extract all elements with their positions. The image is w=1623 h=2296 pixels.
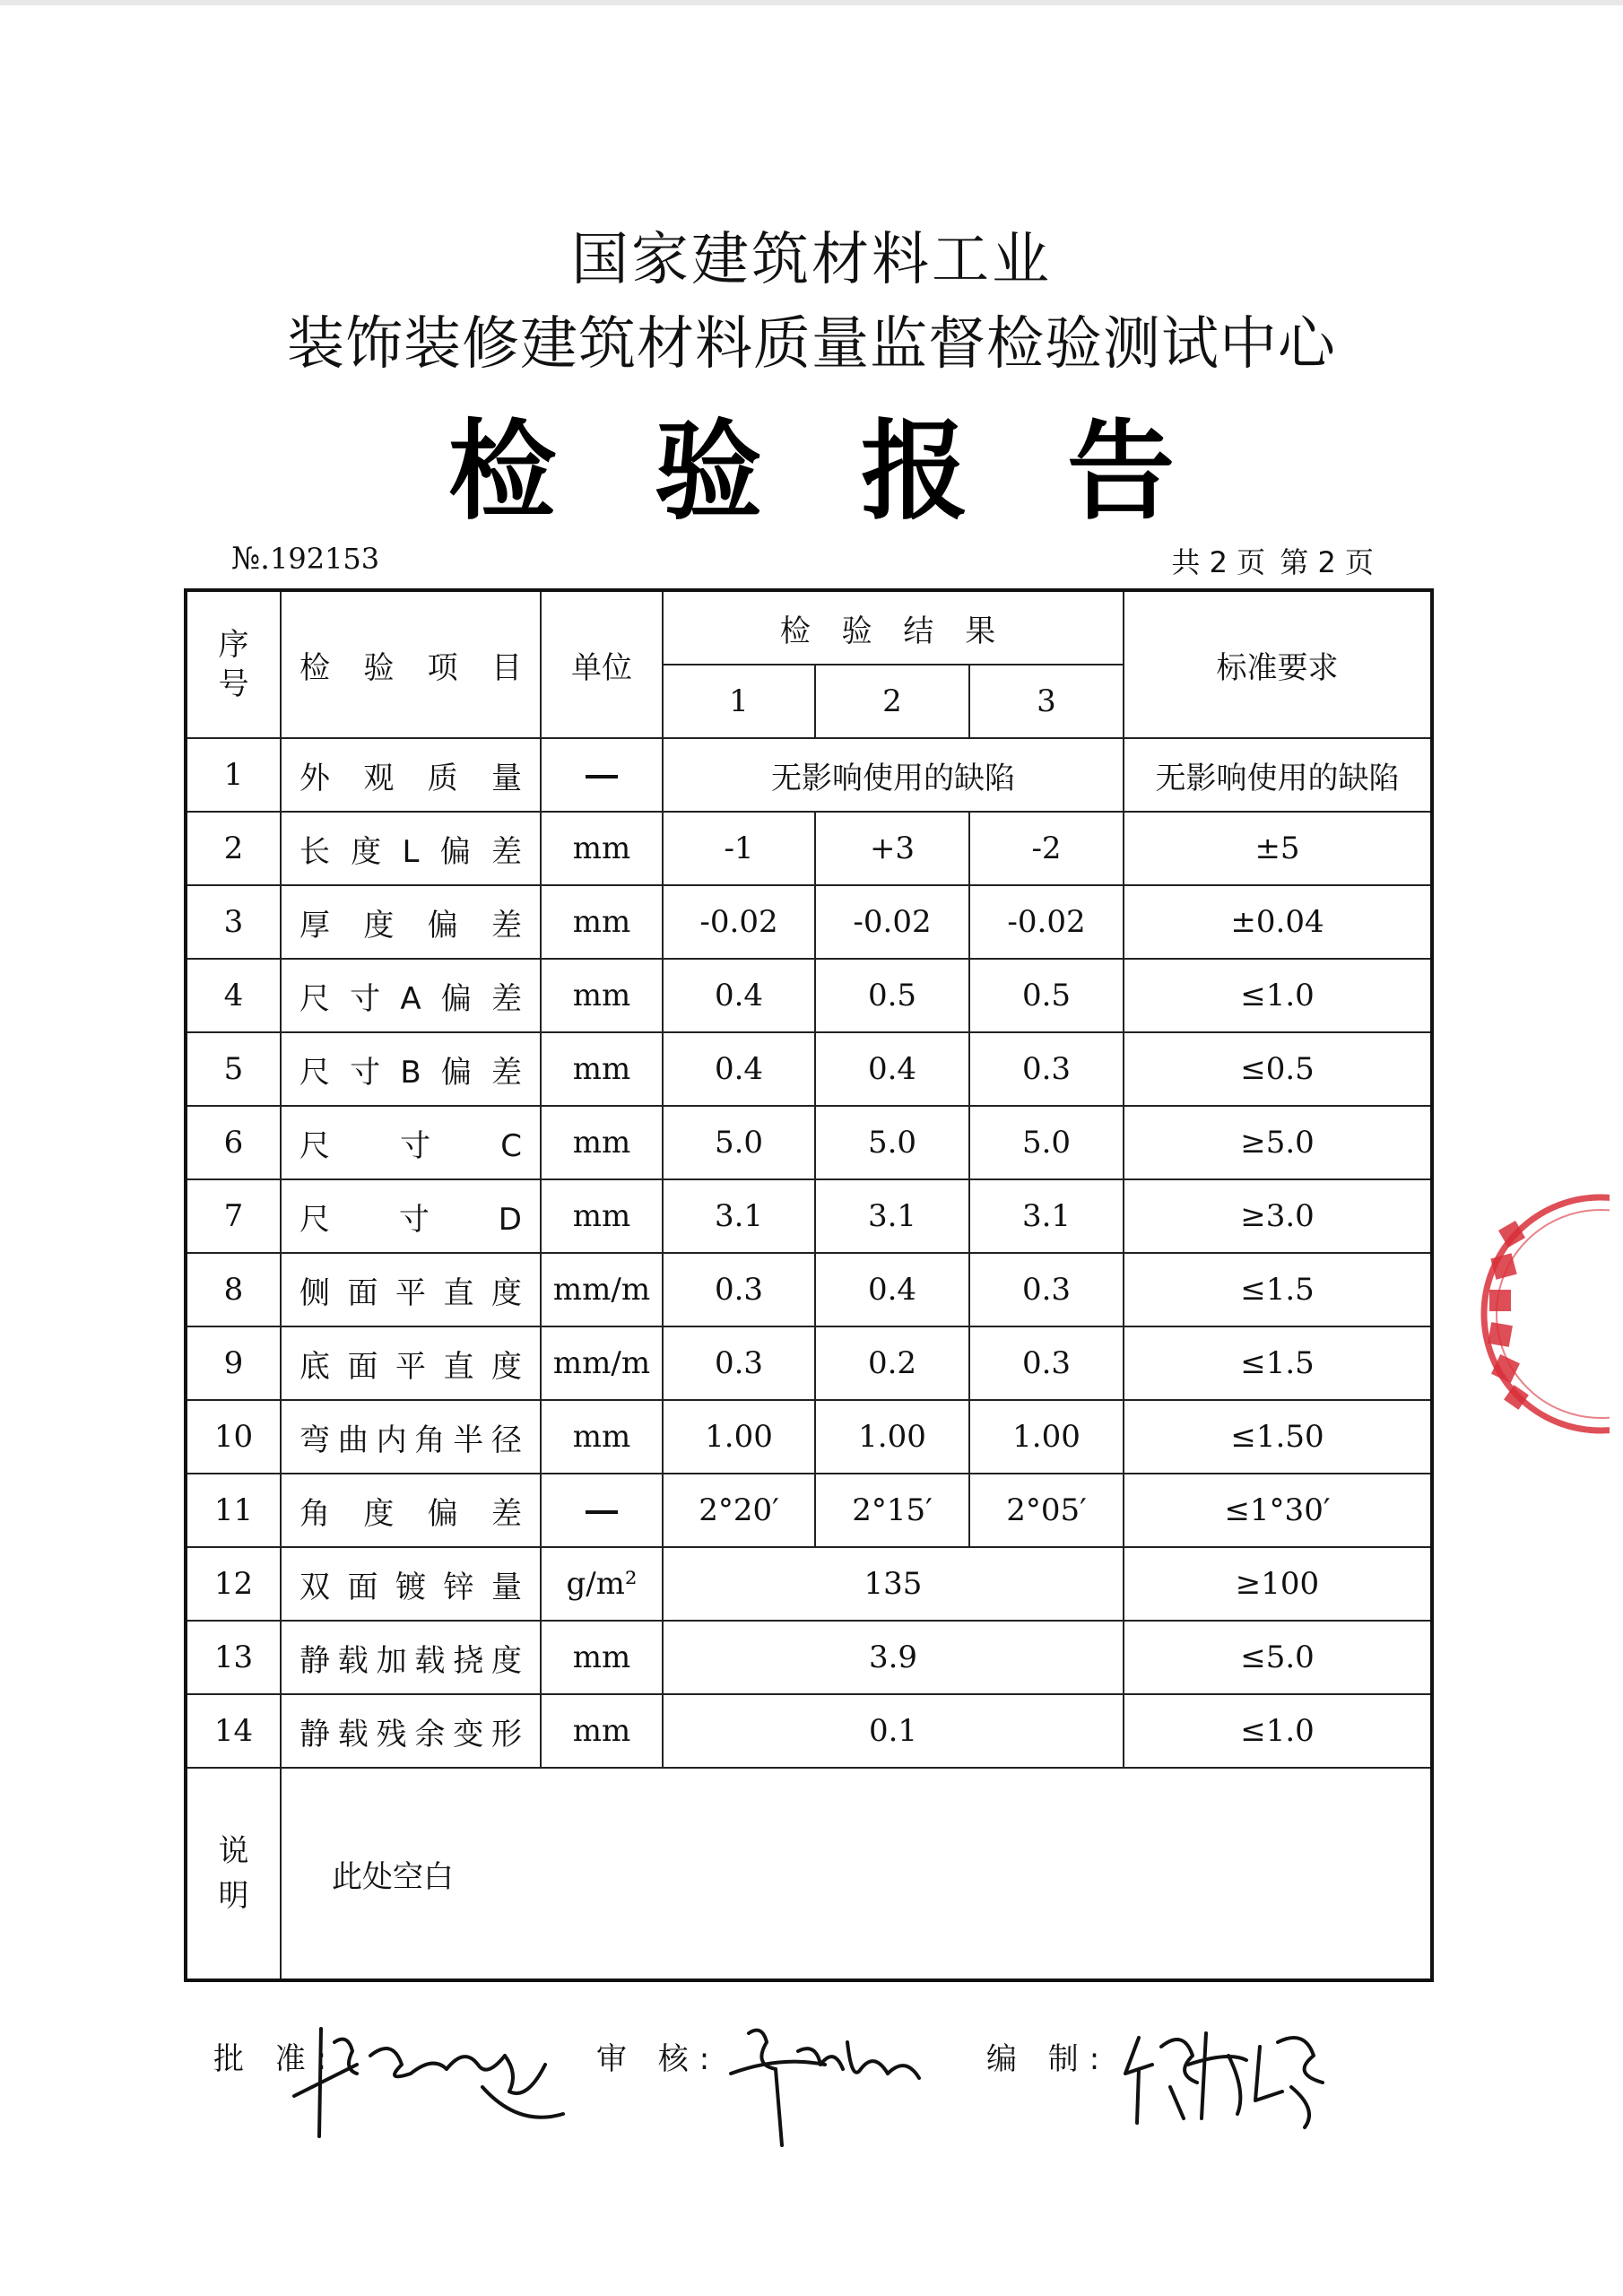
row-item: 尺寸C bbox=[281, 1106, 541, 1179]
row-item: 静载残余变形 bbox=[281, 1694, 541, 1768]
row-unit: mm/m bbox=[541, 1326, 663, 1400]
table-row bbox=[186, 738, 1432, 812]
row-result-2: 1.00 bbox=[815, 1400, 969, 1474]
row-standard: 无影响使用的缺陷 bbox=[1124, 738, 1432, 812]
row-result-3: 2°05′ bbox=[969, 1474, 1124, 1547]
row-unit: mm bbox=[541, 1032, 663, 1106]
row-result-2: +3 bbox=[815, 812, 969, 885]
notes-text: 此处空白 bbox=[281, 1768, 1432, 1980]
row-seq: 11 bbox=[186, 1474, 281, 1547]
report-number-value: 192153 bbox=[269, 542, 380, 576]
row-unit: mm bbox=[541, 959, 663, 1032]
row-result-1: 0.4 bbox=[663, 1032, 815, 1106]
row-result-3: 5.0 bbox=[969, 1106, 1124, 1179]
row-seq: 10 bbox=[186, 1400, 281, 1474]
row-result-1: 0.4 bbox=[663, 959, 815, 1032]
page-info bbox=[1166, 540, 1374, 581]
row-result-3: 0.3 bbox=[969, 1253, 1124, 1326]
table-row bbox=[186, 1106, 1432, 1179]
row-seq: 8 bbox=[186, 1253, 281, 1326]
row-result-3: 0.3 bbox=[969, 1032, 1124, 1106]
review-signature bbox=[726, 2002, 933, 2154]
row-item: 底面平直度 bbox=[281, 1326, 541, 1400]
approve-label: 批 准: bbox=[213, 2041, 338, 2077]
row-seq: 2 bbox=[186, 812, 281, 885]
row-unit: mm bbox=[541, 1621, 663, 1694]
row-standard: ≥100 bbox=[1124, 1547, 1432, 1621]
row-result-2: 5.0 bbox=[815, 1106, 969, 1179]
header-seq: 序 号 bbox=[186, 590, 281, 738]
dash-mark bbox=[586, 1510, 618, 1514]
row-standard: ≥5.0 bbox=[1124, 1106, 1432, 1179]
row-item: 厚度偏差 bbox=[281, 885, 541, 959]
row-result-2: 2°15′ bbox=[815, 1474, 969, 1547]
row-standard: ≤1°30′ bbox=[1124, 1474, 1432, 1547]
row-seq: 3 bbox=[186, 885, 281, 959]
table-row bbox=[186, 1253, 1432, 1326]
row-item: 弯曲内角半径 bbox=[281, 1400, 541, 1474]
row-item: 尺寸D bbox=[281, 1179, 541, 1253]
row-standard: ≤1.50 bbox=[1124, 1400, 1432, 1474]
row-standard: ≤1.5 bbox=[1124, 1326, 1432, 1400]
row-item: 尺寸B偏差 bbox=[281, 1032, 541, 1106]
table-row bbox=[186, 1547, 1432, 1621]
official-seal bbox=[1430, 1184, 1610, 1444]
row-result-merged: 无影响使用的缺陷 bbox=[663, 738, 1124, 812]
signature-row bbox=[0, 2002, 1623, 2181]
header-results: 检 验 结 果 bbox=[663, 590, 1124, 665]
report-number-prefix: №. bbox=[231, 541, 270, 577]
row-standard: ±0.04 bbox=[1124, 885, 1432, 959]
row-result-2: -0.02 bbox=[815, 885, 969, 959]
review-label: 审 核: bbox=[596, 2041, 721, 2077]
row-unit: mm bbox=[541, 1106, 663, 1179]
row-result-1: 5.0 bbox=[663, 1106, 815, 1179]
row-item: 尺寸A偏差 bbox=[281, 959, 541, 1032]
row-unit bbox=[541, 738, 663, 812]
row-result-1: 3.1 bbox=[663, 1179, 815, 1253]
report-number bbox=[231, 541, 379, 577]
row-unit: mm bbox=[541, 885, 663, 959]
row-result-2: 3.1 bbox=[815, 1179, 969, 1253]
row-result-2: 0.5 bbox=[815, 959, 969, 1032]
prepare-label: 编 制: bbox=[986, 2041, 1111, 2077]
row-result-1: -0.02 bbox=[663, 885, 815, 959]
header-item: 检 验 项 目 bbox=[281, 590, 541, 738]
row-result-3: 0.3 bbox=[969, 1326, 1124, 1400]
row-result-1: 0.3 bbox=[663, 1326, 815, 1400]
row-item: 外观质量 bbox=[281, 738, 541, 812]
row-result-3: 1.00 bbox=[969, 1400, 1124, 1474]
row-seq: 6 bbox=[186, 1106, 281, 1179]
row-result-3: 0.5 bbox=[969, 959, 1124, 1032]
table-row bbox=[186, 1694, 1432, 1768]
row-seq: 4 bbox=[186, 959, 281, 1032]
notes-row bbox=[186, 1768, 1432, 1980]
row-result-3: 3.1 bbox=[969, 1179, 1124, 1253]
row-result-merged: 135 bbox=[663, 1547, 1124, 1621]
row-unit: mm bbox=[541, 812, 663, 885]
row-seq: 12 bbox=[186, 1547, 281, 1621]
table-row bbox=[186, 1326, 1432, 1400]
row-result-1: 1.00 bbox=[663, 1400, 815, 1474]
row-result-1: 2°20′ bbox=[663, 1474, 815, 1547]
row-seq: 7 bbox=[186, 1179, 281, 1253]
row-standard: ≤1.0 bbox=[1124, 1694, 1432, 1768]
row-unit: mm/m bbox=[541, 1253, 663, 1326]
row-item: 侧面平直度 bbox=[281, 1253, 541, 1326]
row-standard: ≤1.5 bbox=[1124, 1253, 1432, 1326]
row-item: 静载加载挠度 bbox=[281, 1621, 541, 1694]
row-unit: mm bbox=[541, 1179, 663, 1253]
header-row-1 bbox=[186, 590, 1432, 665]
table-row bbox=[186, 1032, 1432, 1106]
total-pages: 共 2 页 bbox=[1171, 545, 1266, 579]
row-seq: 9 bbox=[186, 1326, 281, 1400]
table-row bbox=[186, 812, 1432, 885]
row-result-merged: 3.9 bbox=[663, 1621, 1124, 1694]
table-row bbox=[186, 959, 1432, 1032]
row-unit: g/m² bbox=[541, 1547, 663, 1621]
results-table bbox=[184, 588, 1434, 1982]
row-unit: mm bbox=[541, 1400, 663, 1474]
row-seq: 13 bbox=[186, 1621, 281, 1694]
org-name-line1: 国家建筑材料工业 bbox=[571, 227, 1052, 293]
row-item: 角度偏差 bbox=[281, 1474, 541, 1547]
header-result-1: 1 bbox=[663, 665, 815, 738]
page-top-edge bbox=[0, 0, 1623, 5]
row-standard: ≥3.0 bbox=[1124, 1179, 1432, 1253]
row-unit bbox=[541, 1474, 663, 1547]
row-result-2: 0.4 bbox=[815, 1032, 969, 1106]
dash-mark bbox=[586, 775, 618, 778]
row-result-1: -1 bbox=[663, 812, 815, 885]
row-result-3: -2 bbox=[969, 812, 1124, 885]
row-result-1: 0.3 bbox=[663, 1253, 815, 1326]
row-standard: ≤0.5 bbox=[1124, 1032, 1432, 1106]
current-page: 第 2 页 bbox=[1280, 545, 1374, 579]
table-row bbox=[186, 1474, 1432, 1547]
row-unit: mm bbox=[541, 1694, 663, 1768]
row-result-3: -0.02 bbox=[969, 885, 1124, 959]
row-item: 长度L偏差 bbox=[281, 812, 541, 885]
row-seq: 1 bbox=[186, 738, 281, 812]
row-standard: ±5 bbox=[1124, 812, 1432, 885]
row-item: 双面镀锌量 bbox=[281, 1547, 541, 1621]
table-row bbox=[186, 1179, 1432, 1253]
row-standard: ≤5.0 bbox=[1124, 1621, 1432, 1694]
report-title: 检验报告 bbox=[448, 410, 1273, 535]
row-standard: ≤1.0 bbox=[1124, 959, 1432, 1032]
table-row bbox=[186, 1621, 1432, 1694]
row-result-merged: 0.1 bbox=[663, 1694, 1124, 1768]
row-seq: 5 bbox=[186, 1032, 281, 1106]
header-standard: 标准要求 bbox=[1124, 590, 1432, 738]
table-row bbox=[186, 1400, 1432, 1474]
header-unit: 单位 bbox=[541, 590, 663, 738]
table-row bbox=[186, 885, 1432, 959]
row-result-2: 0.2 bbox=[815, 1326, 969, 1400]
row-result-2: 0.4 bbox=[815, 1253, 969, 1326]
header-result-2: 2 bbox=[815, 665, 969, 738]
prepare-signature bbox=[1112, 2002, 1345, 2136]
notes-label: 说 明 bbox=[186, 1768, 281, 1980]
approve-signature bbox=[285, 2002, 581, 2145]
header-result-3: 3 bbox=[969, 665, 1124, 738]
org-name-line2: 装饰装修建筑材料质量监督检验测试中心 bbox=[287, 311, 1336, 378]
row-seq: 14 bbox=[186, 1694, 281, 1768]
